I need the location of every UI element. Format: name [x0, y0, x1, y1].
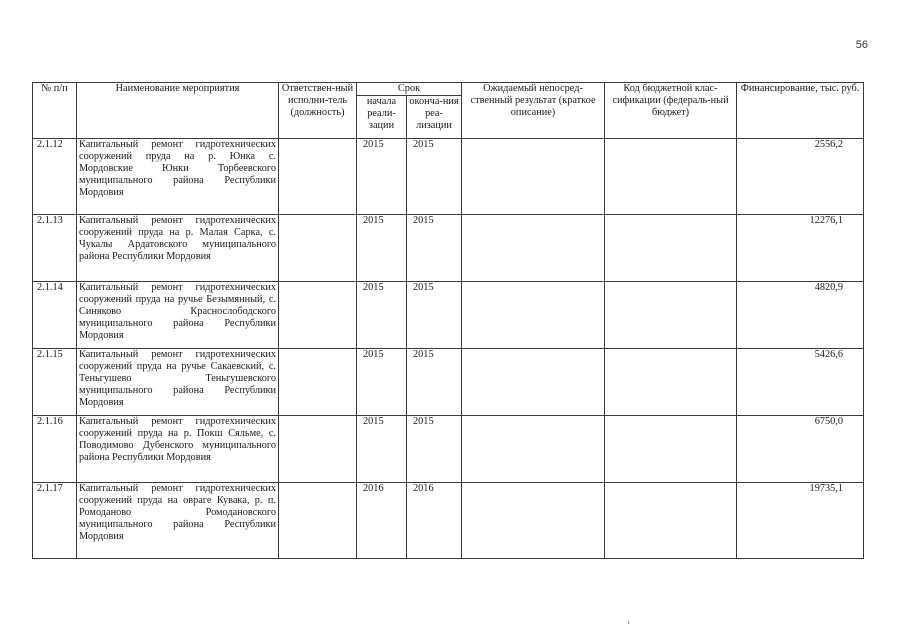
header-num: № п/п: [33, 83, 77, 139]
cell-num: 2.1.14: [33, 282, 77, 349]
cell-budget-code: [605, 349, 737, 416]
header-responsible: Ответствен-ный исполни-тель (должность): [279, 83, 357, 139]
cell-responsible: [279, 215, 357, 282]
cell-start: 2015: [357, 416, 407, 483]
table-row: [33, 483, 864, 559]
cell-result: [462, 282, 605, 349]
table-row: [33, 282, 864, 349]
cell-num: 2.1.13: [33, 215, 77, 282]
cell-financing: 12276,1: [737, 215, 864, 282]
cell-result: [462, 215, 605, 282]
cell-budget-code: [605, 282, 737, 349]
cell-responsible: [279, 416, 357, 483]
header-name: Наименование мероприятия: [77, 83, 279, 139]
cell-result: [462, 139, 605, 215]
cell-start: 2015: [357, 139, 407, 215]
cell-responsible: [279, 139, 357, 215]
table-header: [33, 83, 864, 139]
table-body: [33, 139, 864, 559]
cell-budget-code: [605, 215, 737, 282]
cell-name: Капитальный ремонт гидротехнических сооружений пруда на овраге Кувака, р. п. Ромоданово Ромодановского муниципального района Республики Мордовия: [77, 483, 279, 559]
cell-financing: 5426,6: [737, 349, 864, 416]
scan-artifact: [628, 621, 629, 624]
page-number: 56: [855, 39, 868, 51]
header-end: оконча-ния реа-лизации: [407, 96, 462, 139]
measures-table: [32, 82, 864, 559]
cell-responsible: [279, 483, 357, 559]
cell-result: [462, 416, 605, 483]
cell-budget-code: [605, 483, 737, 559]
cell-financing: 19735,1: [737, 483, 864, 559]
cell-start: 2016: [357, 483, 407, 559]
cell-name: Капитальный ремонт гидротехнических сооружений пруда на ручье Безымянный, с. Синяково Краснослободского муниципального района Республики Мордовия: [77, 282, 279, 349]
cell-financing: 4820,9: [737, 282, 864, 349]
cell-start: 2015: [357, 215, 407, 282]
table-row: [33, 139, 864, 215]
cell-financing: 2556,2: [737, 139, 864, 215]
cell-responsible: [279, 282, 357, 349]
cell-start: 2015: [357, 349, 407, 416]
cell-num: 2.1.12: [33, 139, 77, 215]
cell-name: Капитальный ремонт гидротехнических сооружений пруда на р. Малая Сарка, с. Чукалы Ардатовского муниципального района Республики Мордовия: [77, 215, 279, 282]
cell-num: 2.1.15: [33, 349, 77, 416]
table-row: [33, 215, 864, 282]
cell-responsible: [279, 349, 357, 416]
cell-end: 2015: [407, 349, 462, 416]
cell-name: Капитальный ремонт гидротехнических сооружений пруда на р. Покш Сяльме, с. Поводимово Дубенского муниципального района Республики Мордовия: [77, 416, 279, 483]
cell-start: 2015: [357, 282, 407, 349]
cell-end: 2015: [407, 139, 462, 215]
cell-num: 2.1.16: [33, 416, 77, 483]
cell-end: 2015: [407, 282, 462, 349]
cell-end: 2015: [407, 416, 462, 483]
cell-financing: 6750,0: [737, 416, 864, 483]
header-financing: Финансирование, тыс. руб.: [737, 83, 864, 139]
cell-name: Капитальный ремонт гидротехнических сооружений пруда на р. Юнка с. Мордовские Юнки Торбеевского муниципального района Республики Мордовия: [77, 139, 279, 215]
cell-num: 2.1.17: [33, 483, 77, 559]
cell-budget-code: [605, 139, 737, 215]
cell-end: 2015: [407, 215, 462, 282]
header-start: начала реали-зации: [357, 96, 407, 139]
header-period: Срок: [357, 83, 462, 96]
header-result: Ожидаемый непосред-ственный результат (краткое описание): [462, 83, 605, 139]
cell-result: [462, 483, 605, 559]
cell-budget-code: [605, 416, 737, 483]
cell-result: [462, 349, 605, 416]
cell-end: 2016: [407, 483, 462, 559]
cell-name: Капитальный ремонт гидротехнических сооружений пруда на ручье Сакаевский, с. Теньгушево Теньгушевского муниципального района Республики Мордовия: [77, 349, 279, 416]
table-row: [33, 416, 864, 483]
header-budget-code: Код бюджетной клас-сификации (федераль-ный бюджет): [605, 83, 737, 139]
table-row: [33, 349, 864, 416]
